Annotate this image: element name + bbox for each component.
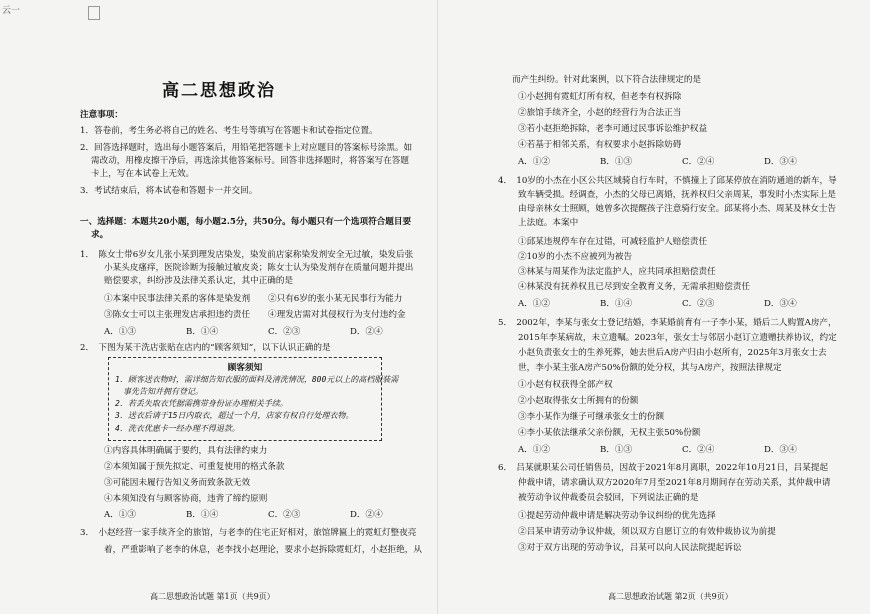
choice-b: B．①③ — [600, 445, 633, 455]
choice-b: B．①④ — [600, 299, 633, 309]
question-1-item: ④理发店需对其侵权行为支付违约金 — [268, 310, 406, 320]
notice-line: 2．若丢失取衣凭据需携带身份证办理相关手续。 — [115, 399, 288, 408]
question-4-stem: 4． 10岁的小杰在小区公共区域骑自行车时，不慎撞上了邱某停放在消防通道的新车，导 — [498, 176, 837, 186]
exam-page-2 — [438, 0, 870, 614]
question-5-stem: 5． 2002年，李某与张女士登记结婚，李某婚前育有一子李小某，婚后二人购置A房产， — [498, 318, 837, 328]
choice-a: A．①② — [518, 157, 550, 167]
notes-heading: 注意事项： — [80, 110, 123, 120]
question-5-item: ①小赵有权获得全部产权 — [518, 380, 613, 390]
question-2-item: ②本须知属于预先拟定、可重复使用的格式条款 — [104, 462, 285, 472]
question-3-item: ②旅馆手续齐全，小赵的经营行为合法正当 — [518, 108, 682, 118]
question-1-stem: 1． 陈女士带6岁女儿张小某到理发店染发，染发前店家称染发剂安全无过敏，染发后张 — [80, 250, 414, 260]
exam-title: 高二思想政治 — [162, 81, 276, 101]
choice-b: B．①④ — [186, 327, 219, 337]
question-4-item: ④林某没有抚养权且已尽到安全教育义务，无需承担赔偿责任 — [518, 282, 751, 292]
question-4-item: ②10岁的小杰不应被列为被告 — [518, 252, 633, 262]
question-4-stem: 致车辆受损。经调查，小杰的父母已离婚，抚养权归父亲周某，事发时小杰实际上是 — [518, 190, 836, 200]
question-4-item: ①邱某违规停车存在过错，可减轻监护人赔偿责任 — [518, 237, 708, 247]
question-1-item: ②只有6岁的张小某无民事行为能力 — [268, 294, 403, 304]
choice-a: A．①③ — [104, 327, 136, 337]
note-line: 1．答卷前，考生务必将自己的姓名、考生号等填写在答题卡和试卷指定位置。 — [80, 126, 378, 136]
question-4-stem: 上法庭。本案中 — [518, 218, 579, 228]
question-5-stem: 小赵负责张女士的生养死葬，她去世后A房产归由小赵所有，2025年3月张女士去 — [518, 348, 827, 358]
question-5-stem: 世，李小某主张A房产50%份额的处分权，其与A房产，按照法律规定 — [518, 363, 782, 373]
note-line: 3．考试结束后，将本试卷和答题卡一并交回。 — [80, 186, 258, 196]
corner-mark: 云一 — [2, 6, 21, 16]
question-3-stem: 3． 小赵经营一家手续齐全的旅馆，与老李的住宅正好相对，旅馆牌匾上的霓虹灯整夜亮 — [80, 528, 417, 538]
question-5-item: ③李小某作为继子可继承张女士的份额 — [518, 412, 665, 422]
choice-c: C．②④ — [682, 157, 715, 167]
question-6-stem: 被劳动争议仲裁委员会驳回，下列说法正确的是 — [518, 493, 699, 503]
question-4-item: ③林某与周某作为法定监护人，应共同承担赔偿责任 — [518, 267, 716, 277]
question-5-stem: 2015年李某病故，未立遗嘱。2023年，张女士与邻居小赵订立遗赠扶养协议，约定 — [518, 333, 837, 343]
section-heading: 一、选择题：本题共20小题，每小题2.5分，共50分。每小题只有一个选项符合题目要 — [80, 217, 412, 227]
choice-c: C．②④ — [682, 445, 715, 455]
question-3-stem-cont: 而产生纠纷。针对此案例，以下符合法律规定的是 — [512, 75, 702, 85]
question-1-item: ①本案中民事法律关系的客体是染发剂 — [104, 294, 251, 304]
choice-d: D．③④ — [764, 157, 797, 167]
question-2-item: ①内容具体明确属于要约，具有法律约束力 — [104, 446, 268, 456]
question-3-stem: 着，严重影响了老李的休息，老李找小赵理论，要求小赵拆除霓虹灯，小赵拒绝，从 — [104, 545, 422, 555]
choice-c: C．②③ — [268, 327, 301, 337]
question-6-item: ③对于双方出现的劳动争议，吕某可以向人民法院提起诉讼 — [518, 543, 742, 553]
notice-line: 4．洗衣优惠卡一经办理不得退款。 — [115, 424, 240, 433]
customer-notice-box — [108, 357, 399, 441]
notice-line: 事先告知并拥有登记。 — [115, 387, 203, 396]
note-line: 卡上，写在本试卷上无效。 — [91, 169, 195, 179]
choice-d: D．③④ — [764, 445, 797, 455]
choice-d: D．③④ — [764, 299, 797, 309]
choice-d: D．②④ — [350, 327, 383, 337]
question-2-stem: 2． 下图为某干洗店张贴在店内的“顾客须知”，以下认识正确的是 — [80, 343, 331, 353]
question-6-stem: 6． 吕某就职某公司任销售员，因故于2021年8月离职，2022年10月21日，吕某提起 — [498, 463, 829, 473]
question-1-stem: 小某头皮瘙痒，医院诊断为接触过敏皮炎；陈女士认为染发剂存在质量问题并提出 — [104, 263, 414, 273]
choice-b: B．①④ — [186, 510, 219, 520]
choice-b: B．①③ — [600, 157, 633, 167]
question-2-item: ③可能因未履行告知义务而致条款无效 — [104, 478, 251, 488]
question-1-stem: 赔偿要求，纠纷涉及法律关系认定，其中正确的是 — [104, 276, 294, 286]
question-6-item: ②吕某申请劳动争议仲裁，须以双方自愿订立的有效仲裁协议为前提 — [518, 527, 776, 537]
question-3-item: ③若小赵拒绝拆除，老李可通过民事诉讼维护权益 — [518, 124, 708, 134]
question-5-item: ②小赵取得张女士所拥有的份额 — [518, 396, 639, 406]
choice-c: C．②③ — [682, 299, 715, 309]
note-line: 需改动，用橡皮擦干净后，再选涂其他答案标号。回答非选择题时，将答案写在答题 — [91, 156, 409, 166]
question-2-item: ④本须知没有与顾客协商，违背了缔约原则 — [104, 494, 268, 504]
choice-a: A．①② — [518, 445, 550, 455]
page-footer: 高二思想政治试题 第1页（共9页） — [150, 592, 275, 601]
question-4-stem: 由母亲林女士照顾，她曾多次提醒孩子注意骑行安全。邱某将小杰、周某及林女士告 — [518, 204, 836, 214]
choice-d: D．②④ — [350, 510, 383, 520]
question-6-item: ①提起劳动仲裁申请是解决劳动争议纠纷的优先选择 — [518, 511, 716, 521]
notice-line: 1．顾客送衣物时，需详细告知衣服的面料及清洗情况，800元以上的高档服装需 — [115, 375, 399, 384]
choice-c: C．②③ — [268, 510, 301, 520]
choice-a: A．①② — [518, 299, 550, 309]
question-3-item: ④若基于相邻关系，有权要求小赵拆除妨碍 — [518, 140, 682, 150]
section-heading-cont: 求。 — [91, 230, 109, 240]
notice-title: 顾客须知 — [227, 363, 263, 373]
question-6-stem: 仲裁申请，请求确认双方2020年7月至2021年8月期间存在劳动关系，其仲裁申请 — [518, 478, 831, 488]
notice-line: 3．送衣后请于15日内取衣，超过一个月，店家有权自行处理衣物。 — [115, 411, 354, 420]
question-5-item: ④李小某依法继承父亲份额，无权主张50%份额 — [518, 428, 701, 438]
note-line: 2．回答选择题时，选出每小题答案后，用铅笔把答题卡上对应题目的答案标号涂黑。如 — [80, 143, 413, 153]
page-footer: 高二思想政治试题 第2页（共9页） — [608, 592, 733, 601]
question-3-item: ①小赵拥有霓虹灯所有权，但老李有权拆除 — [518, 92, 682, 102]
corner-stamp-icon — [88, 6, 100, 20]
choice-a: A．①③ — [104, 510, 136, 520]
question-1-item: ③陈女士可以主张理发店承担违约责任 — [104, 310, 251, 320]
